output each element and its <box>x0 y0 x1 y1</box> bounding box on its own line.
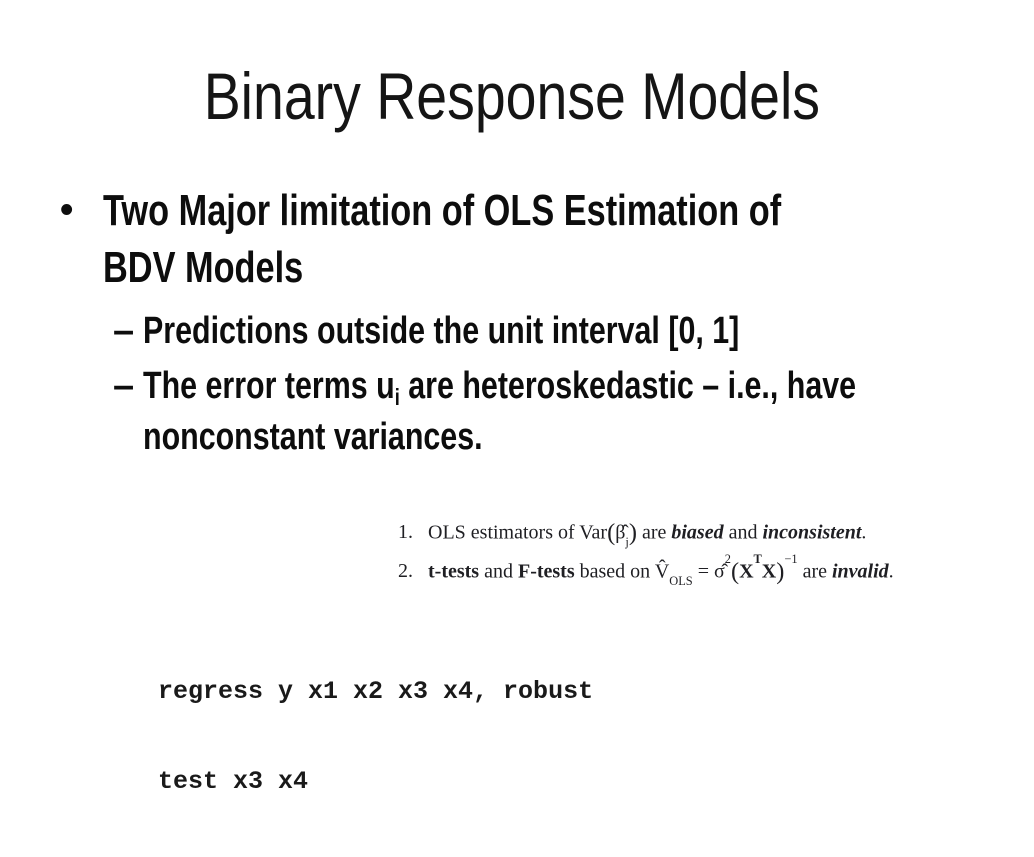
transpose-superscript: T <box>753 551 762 566</box>
sigma-squared-exponent: 2 <box>724 551 731 566</box>
code-line-regress: regress y x1 x2 x3 x4, robust <box>158 677 594 706</box>
main-bullet <box>60 182 972 296</box>
right-paren: ) <box>628 519 637 546</box>
equals-sign: = <box>692 560 714 583</box>
note-2-period: . <box>888 560 894 583</box>
error-terms-text: The error terms u <box>143 365 395 407</box>
stata-code-block <box>158 617 593 857</box>
note-1-text: OLS estimators of Var <box>428 521 608 544</box>
slide-title <box>0 59 1024 133</box>
sub-bullet-2-line-2: nonconstant variances. <box>143 416 483 458</box>
inconsistent-emphasis: inconsistent <box>762 521 862 544</box>
sub-bullet-2-text <box>143 363 1034 461</box>
left-paren: ( <box>607 519 616 546</box>
sigma-hat-symbol: σ̂ <box>713 560 725 583</box>
inverse-exponent: −1 <box>784 551 798 566</box>
sub-bullet-2-line-1 <box>143 363 1034 414</box>
right-paren: ) <box>776 558 785 585</box>
note-2-text: and <box>479 560 518 583</box>
main-bullet-line-1: Two Major limitation of OLS Estimation of <box>103 186 782 235</box>
u-subscript: i <box>394 383 400 410</box>
note-1-number: 1. <box>398 521 413 544</box>
sub-bullet-1-text <box>143 308 888 355</box>
note-1-text: are <box>636 521 672 544</box>
note-item-2 <box>378 531 894 612</box>
note-2-text: are <box>797 560 832 583</box>
note-1-period: . <box>861 521 867 544</box>
bullet-dot-marker: • <box>60 189 74 231</box>
dash-marker: – <box>113 365 135 407</box>
f-tests-bold: F-tests <box>517 560 575 583</box>
x-matrix: X <box>739 560 754 583</box>
t-tests-bold: t-tests <box>428 560 480 583</box>
v-hat-symbol: V̂ <box>654 560 670 583</box>
note-2-text: based on <box>574 560 655 583</box>
left-paren: ( <box>730 558 740 585</box>
note-2-number: 2. <box>398 560 413 583</box>
slide-title-text: Binary Response Models <box>203 59 821 133</box>
code-line-test: test x3 x4 <box>158 767 309 796</box>
main-bullet-text <box>103 182 972 296</box>
sub-bullet-2 <box>113 363 1034 461</box>
v-subscript-ols: OLS <box>669 574 693 589</box>
beta-subscript-j: j <box>625 535 629 550</box>
main-bullet-line-2: BDV Models <box>103 243 304 292</box>
note-1-text: and <box>723 521 763 544</box>
biased-emphasis: biased <box>671 521 724 544</box>
sub-bullet-1-line: Predictions outside the unit interval [0, 1] <box>143 310 740 352</box>
sub-bullet-1 <box>113 308 888 355</box>
beta-hat-symbol: β̂ <box>615 521 626 544</box>
x-matrix: X <box>761 560 777 583</box>
dash-marker: – <box>113 310 135 352</box>
invalid-emphasis: invalid <box>831 560 889 583</box>
heteroskedastic-text: are heteroskedastic – i.e., have <box>399 365 857 407</box>
